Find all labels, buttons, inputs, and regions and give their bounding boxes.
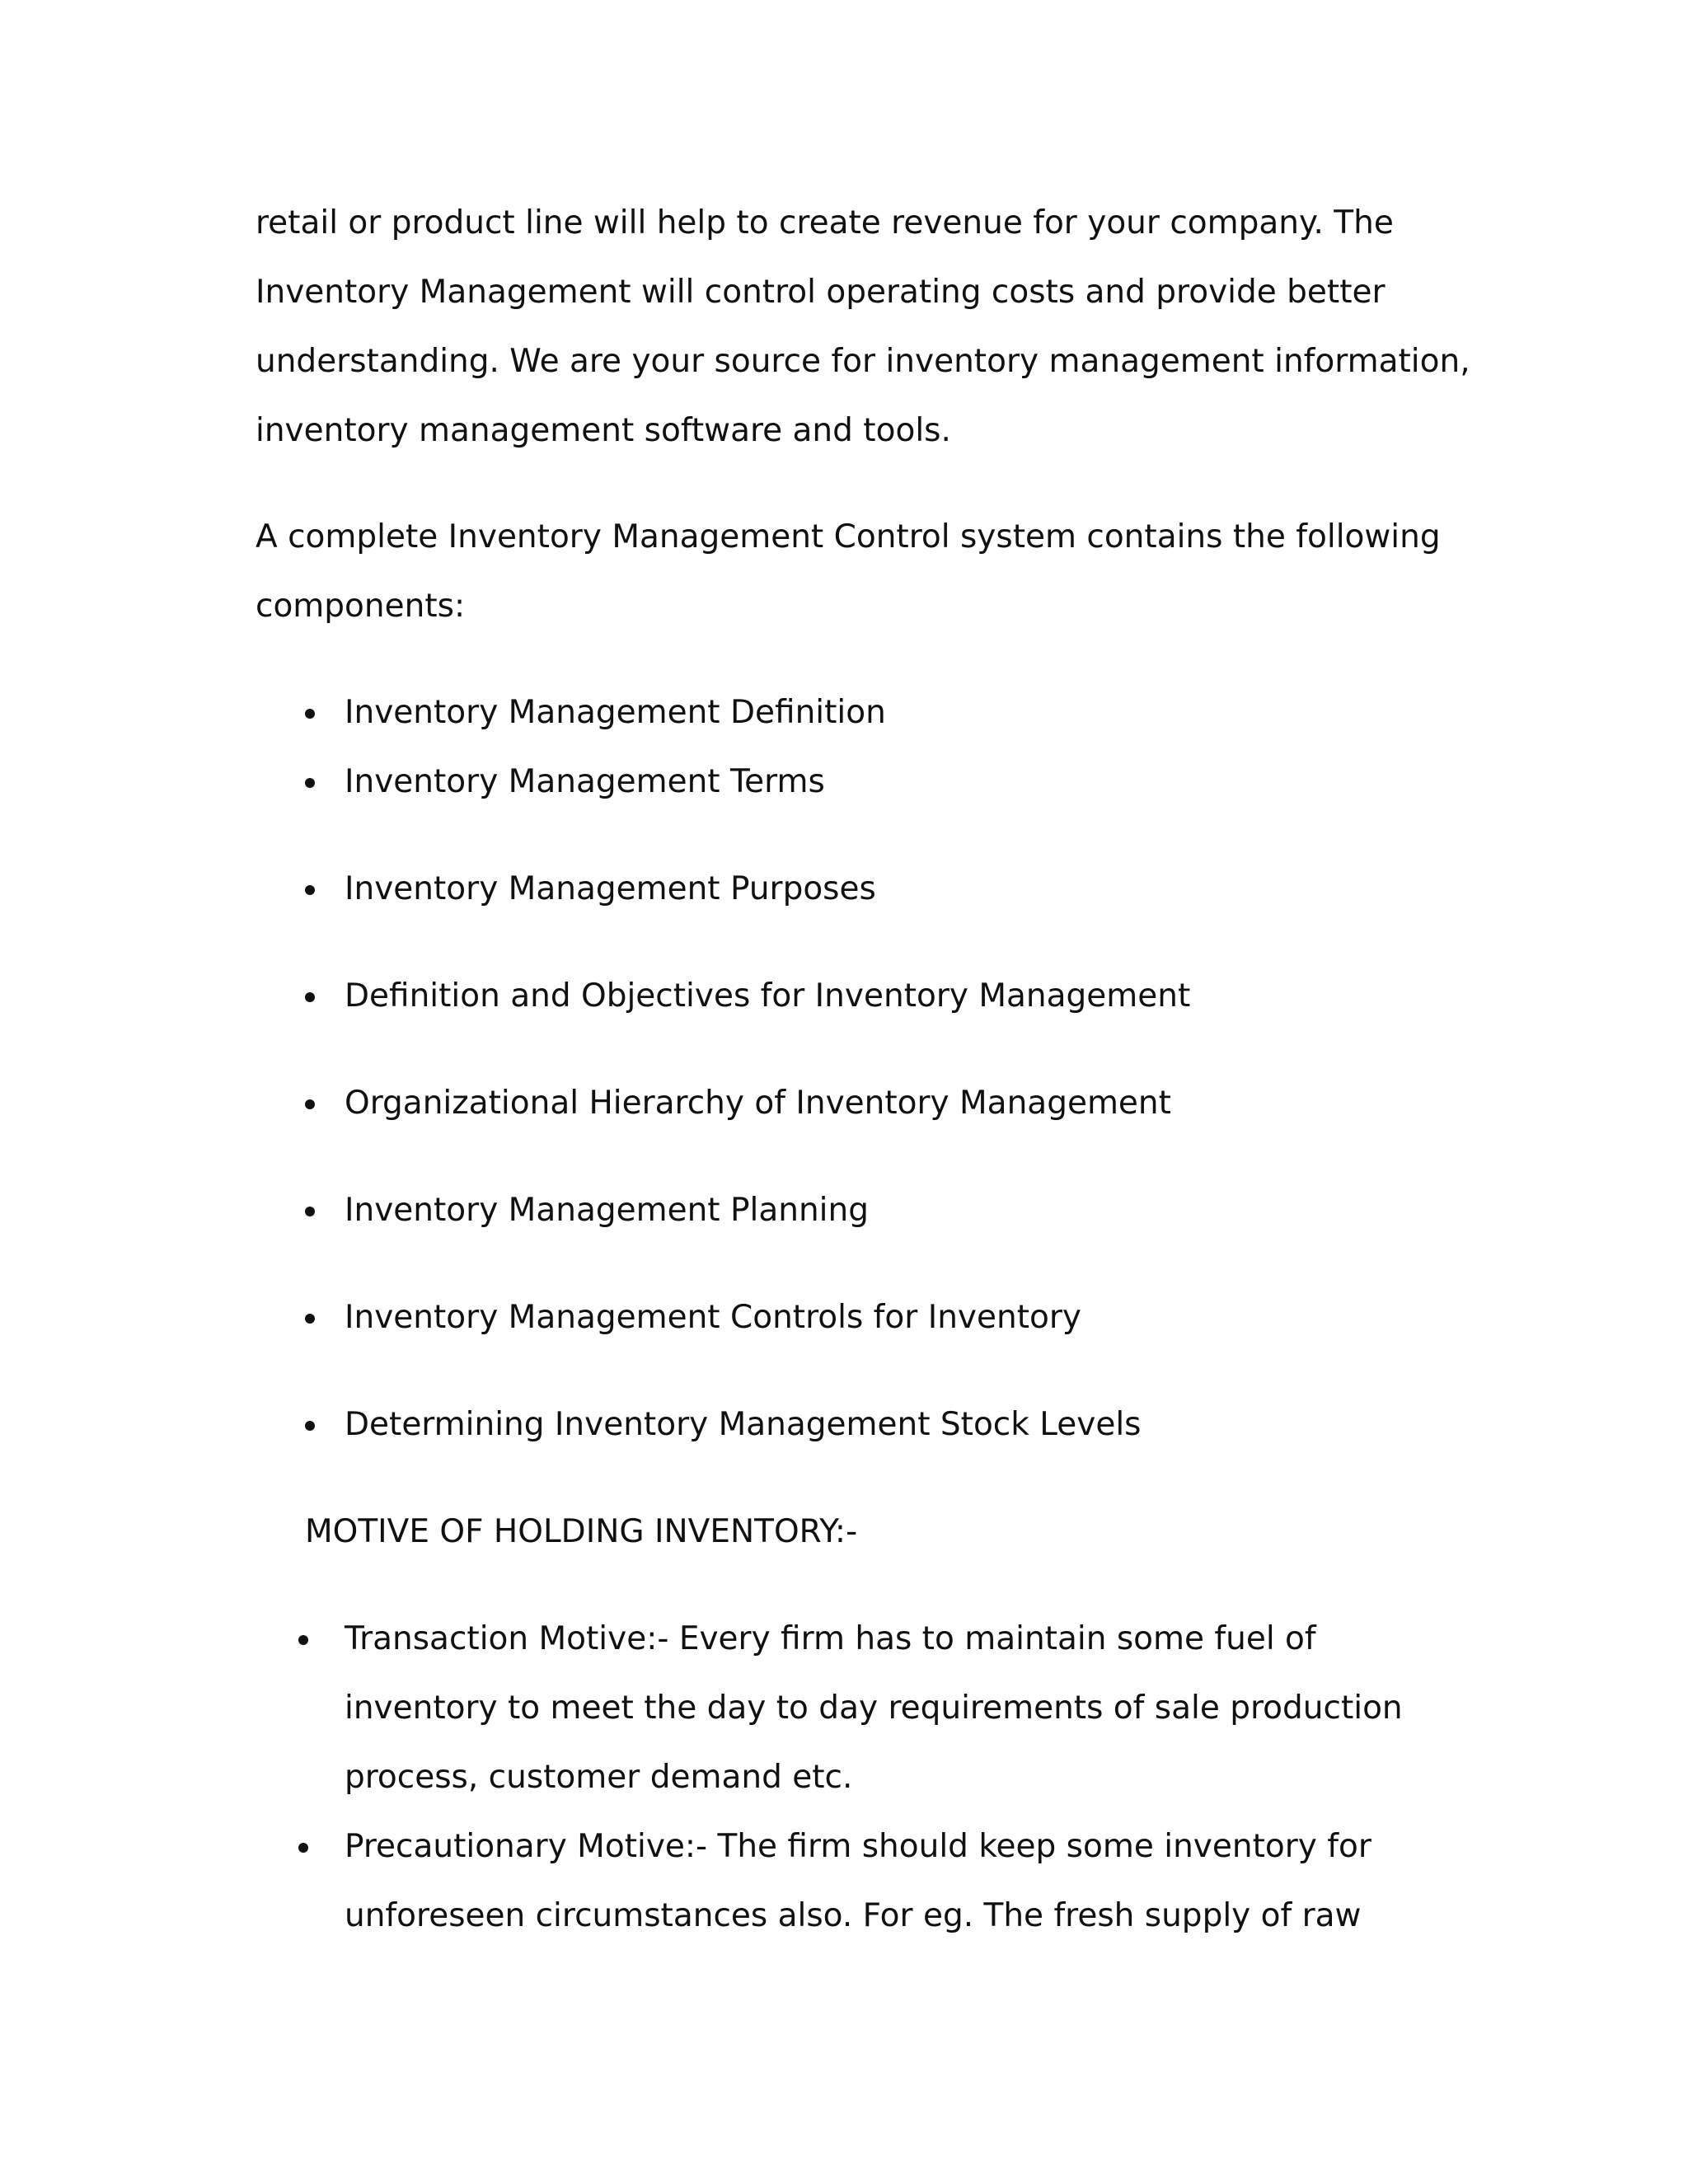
motive-text xyxy=(345,1605,1416,1812)
bullet-icon xyxy=(305,992,315,1002)
bullet-icon xyxy=(298,1843,308,1853)
bullet-icon xyxy=(298,1635,308,1645)
list-item-text: Organizational Hierarchy of Inventory Management xyxy=(345,1085,1171,1122)
motive-line: Transaction Motive:- Every firm has to maintain some fuel of xyxy=(345,1620,1316,1657)
bullet-icon xyxy=(305,709,315,719)
intro-paragraph xyxy=(256,189,1470,466)
bullet-icon xyxy=(305,1099,315,1109)
components-intro-line: A complete Inventory Management Control system contains the following xyxy=(256,518,1441,555)
list-item-text: Inventory Management Purposes xyxy=(345,870,876,907)
list-item-text: Inventory Management Terms xyxy=(345,763,825,800)
motive-line: inventory to meet the day to day requirements of sale production xyxy=(345,1690,1403,1727)
bullet-icon xyxy=(305,885,315,895)
list-item-text: Inventory Management Definition xyxy=(345,694,886,731)
intro-line: inventory management software and tools. xyxy=(256,412,951,449)
motive-line: process, customer demand etc. xyxy=(345,1759,853,1796)
bullet-icon xyxy=(305,1314,315,1324)
intro-line: understanding. We are your source for inventory management information, xyxy=(256,343,1470,380)
list-item-text: Inventory Management Planning xyxy=(345,1192,869,1229)
bullet-icon xyxy=(305,1421,315,1431)
motive-line: Precautionary Motive:- The firm should keep some inventory for xyxy=(345,1828,1372,1865)
components-intro-paragraph xyxy=(256,503,1451,641)
bullet-icon xyxy=(305,1207,315,1216)
motives-heading: MOTIVE OF HOLDING INVENTORY:- xyxy=(305,1513,858,1550)
list-item-text: Determining Inventory Management Stock Levels xyxy=(345,1406,1142,1443)
list-item-text: Definition and Objectives for Inventory Management xyxy=(345,977,1191,1015)
components-intro-line: components: xyxy=(256,588,466,625)
intro-line: retail or product line will help to create revenue for your company. The xyxy=(256,204,1394,241)
motive-line: unforeseen circumstances also. For eg. The fresh supply of raw xyxy=(345,1897,1362,1934)
motive-text xyxy=(345,1812,1416,1951)
list-item-text: Inventory Management Controls for Inventory xyxy=(345,1299,1081,1336)
bullet-icon xyxy=(305,778,315,788)
intro-line: Inventory Management will control operating costs and provide better xyxy=(256,274,1386,311)
